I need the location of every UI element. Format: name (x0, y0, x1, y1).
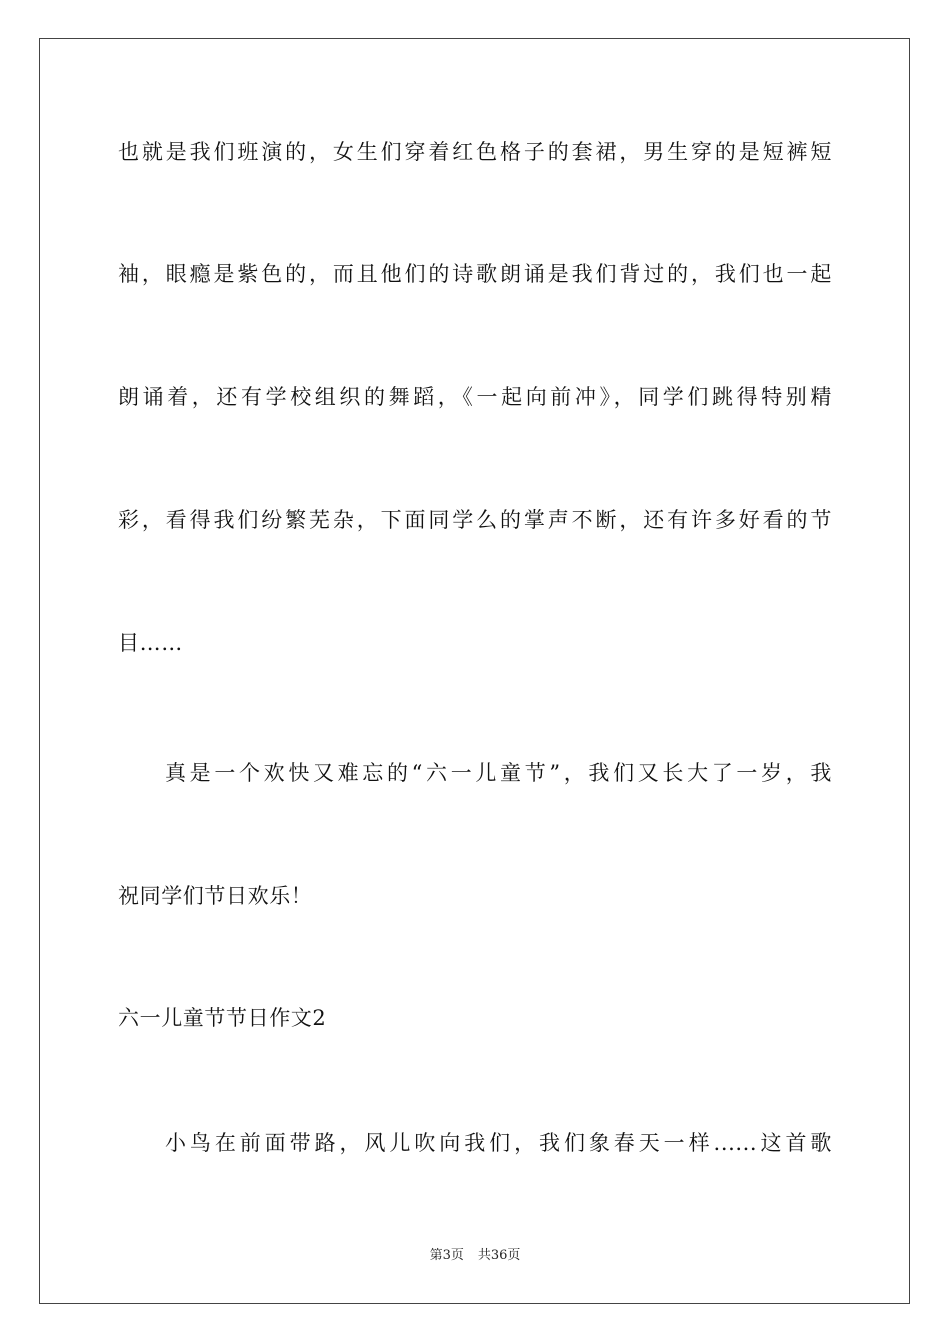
paragraph-line: 真是一个欢快又难忘的“六一儿童节”，我们又长大了一岁，我 (165, 761, 832, 785)
page-footer (0, 1247, 950, 1265)
paragraph-line: 祝同学们节日欢乐！ (118, 884, 313, 908)
page-border (39, 38, 910, 1304)
paragraph-line: 彩，看得我们纷繁芜杂，下面同学么的掌声不断，还有许多好看的节 (118, 508, 832, 532)
page-number: 第3页 (429, 1248, 464, 1263)
paragraph-line: 也就是我们班演的，女生们穿着红色格子的套裙，男生穿的是短裤短 (118, 140, 832, 164)
paragraph-line: 袖，眼瘾是紫色的，而且他们的诗歌朗诵是我们背过的，我们也一起 (118, 262, 832, 286)
paragraph-line: 朗诵着，还有学校组织的舞蹈，《一起向前冲》，同学们跳得特别精 (118, 385, 832, 409)
section-heading: 六一儿童节节日作文2 (118, 1006, 327, 1030)
paragraph-line: 目…… (118, 631, 183, 655)
paragraph-line: 小鸟在前面带路，风儿吹向我们，我们象春天一样......这首歌 (165, 1131, 832, 1155)
page-total: 共36页 (477, 1248, 521, 1263)
